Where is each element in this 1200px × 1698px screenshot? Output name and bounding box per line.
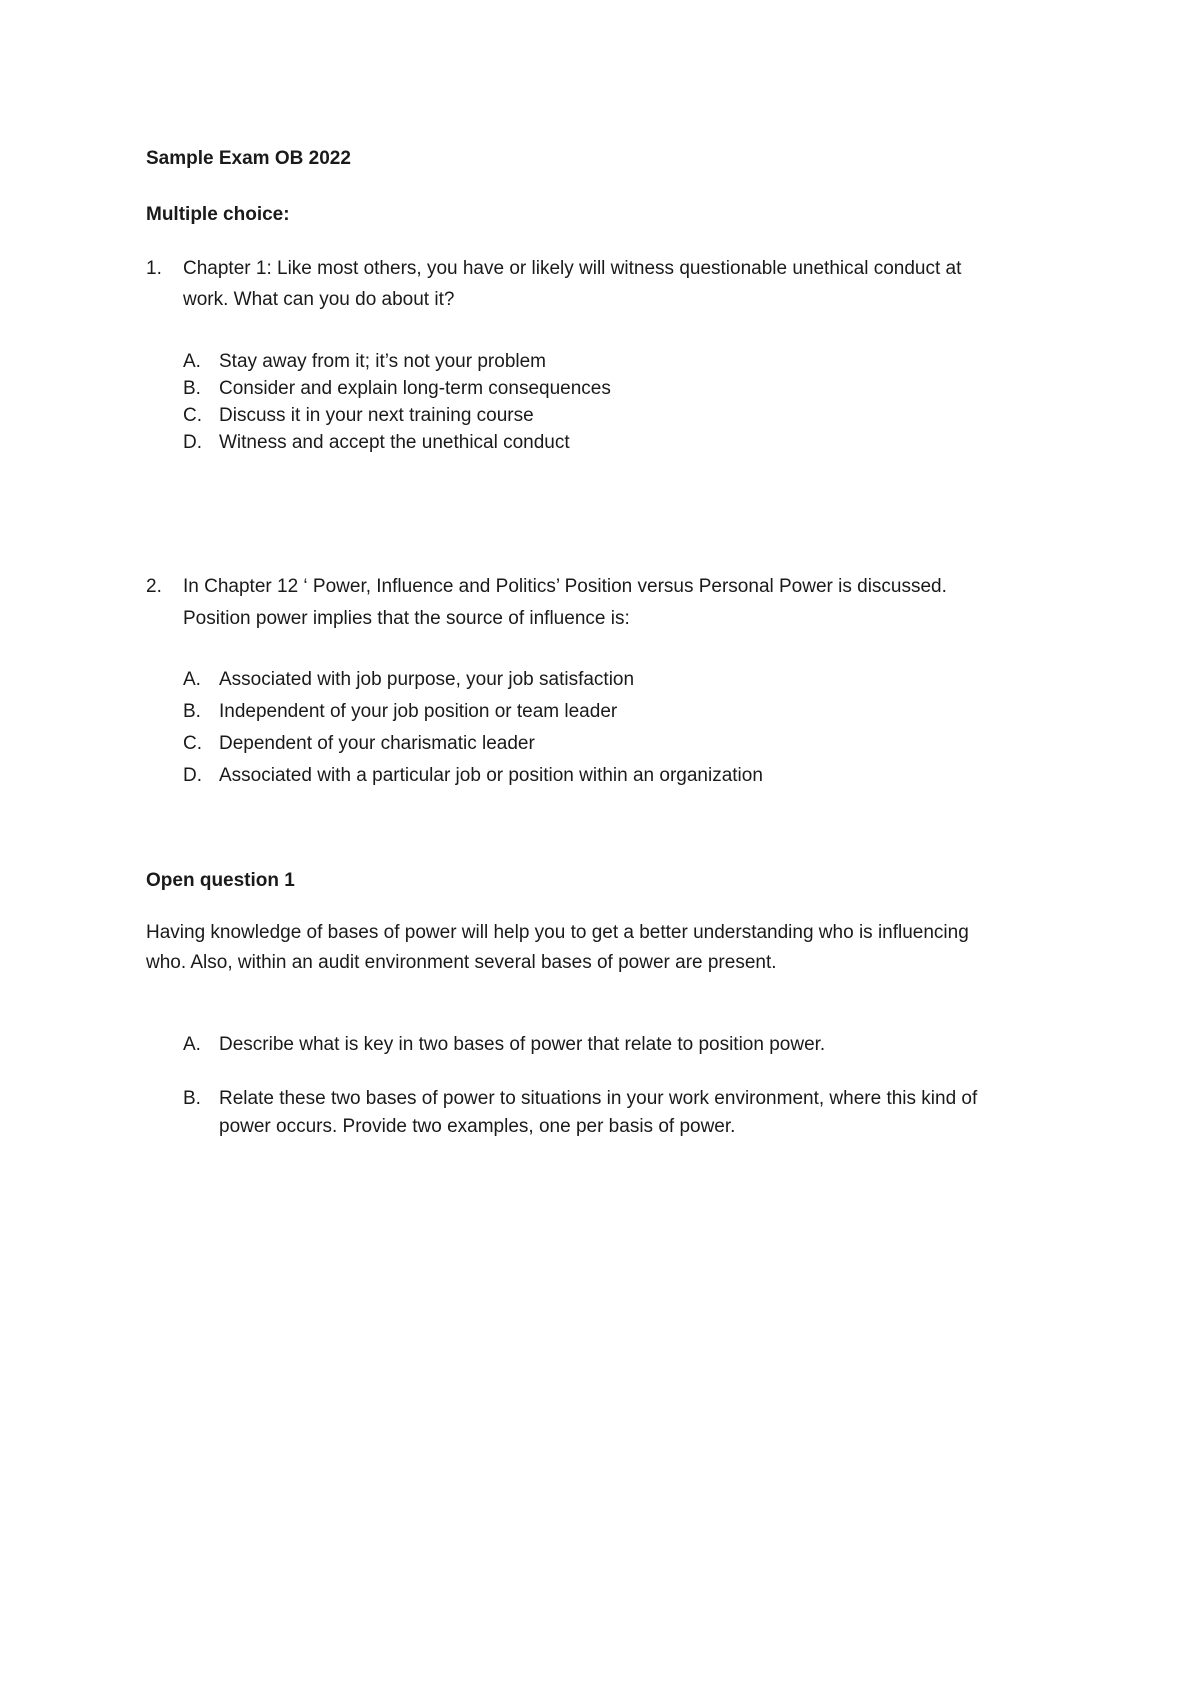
multiple-choice-heading: Multiple choice: xyxy=(146,204,290,225)
question-text-line: Position power implies that the source of influence is: xyxy=(183,608,630,629)
option-letter: A. xyxy=(183,351,201,372)
open-question-intro-line: who. Also, within an audit environment several bases of power are present. xyxy=(146,952,777,973)
option-text: Witness and accept the unethical conduct xyxy=(219,432,570,453)
option-text: Consider and explain long-term consequences xyxy=(219,378,611,399)
question-number: 2. xyxy=(146,576,162,597)
question-number: 1. xyxy=(146,258,162,279)
option-letter: A. xyxy=(183,669,201,690)
open-question-heading: Open question 1 xyxy=(146,870,295,891)
part-text-line: Describe what is key in two bases of power that relate to position power. xyxy=(219,1034,826,1055)
part-text-line: power occurs. Provide two examples, one per basis of power. xyxy=(219,1116,736,1137)
option-letter: D. xyxy=(183,432,202,453)
part-text-line: Relate these two bases of power to situations in your work environment, where this kind of xyxy=(219,1088,978,1109)
option-letter: B. xyxy=(183,701,201,722)
part-letter: B. xyxy=(183,1088,201,1109)
option-letter: B. xyxy=(183,378,201,399)
question-text-line: Chapter 1: Like most others, you have or likely will witness questionable unethical conduct at xyxy=(183,258,962,279)
option-text: Stay away from it; it’s not your problem xyxy=(219,351,546,372)
question-text-line: work. What can you do about it? xyxy=(183,289,455,310)
option-text: Discuss it in your next training course xyxy=(219,405,534,426)
option-text: Associated with job purpose, your job satisfaction xyxy=(219,669,635,690)
option-text: Independent of your job position or team leader xyxy=(219,701,618,722)
open-question-intro-line: Having knowledge of bases of power will help you to get a better understanding who is influencing xyxy=(146,922,969,943)
document-title: Sample Exam OB 2022 xyxy=(146,148,351,169)
question-text-line: In Chapter 12 ‘ Power, Influence and Politics’ Position versus Personal Power is discussed. xyxy=(183,576,947,597)
option-text: Dependent of your charismatic leader xyxy=(219,733,535,754)
option-letter: C. xyxy=(183,405,202,426)
option-letter: C. xyxy=(183,733,202,754)
option-letter: D. xyxy=(183,765,202,786)
part-letter: A. xyxy=(183,1034,201,1055)
option-text: Associated with a particular job or position within an organization xyxy=(219,765,763,786)
